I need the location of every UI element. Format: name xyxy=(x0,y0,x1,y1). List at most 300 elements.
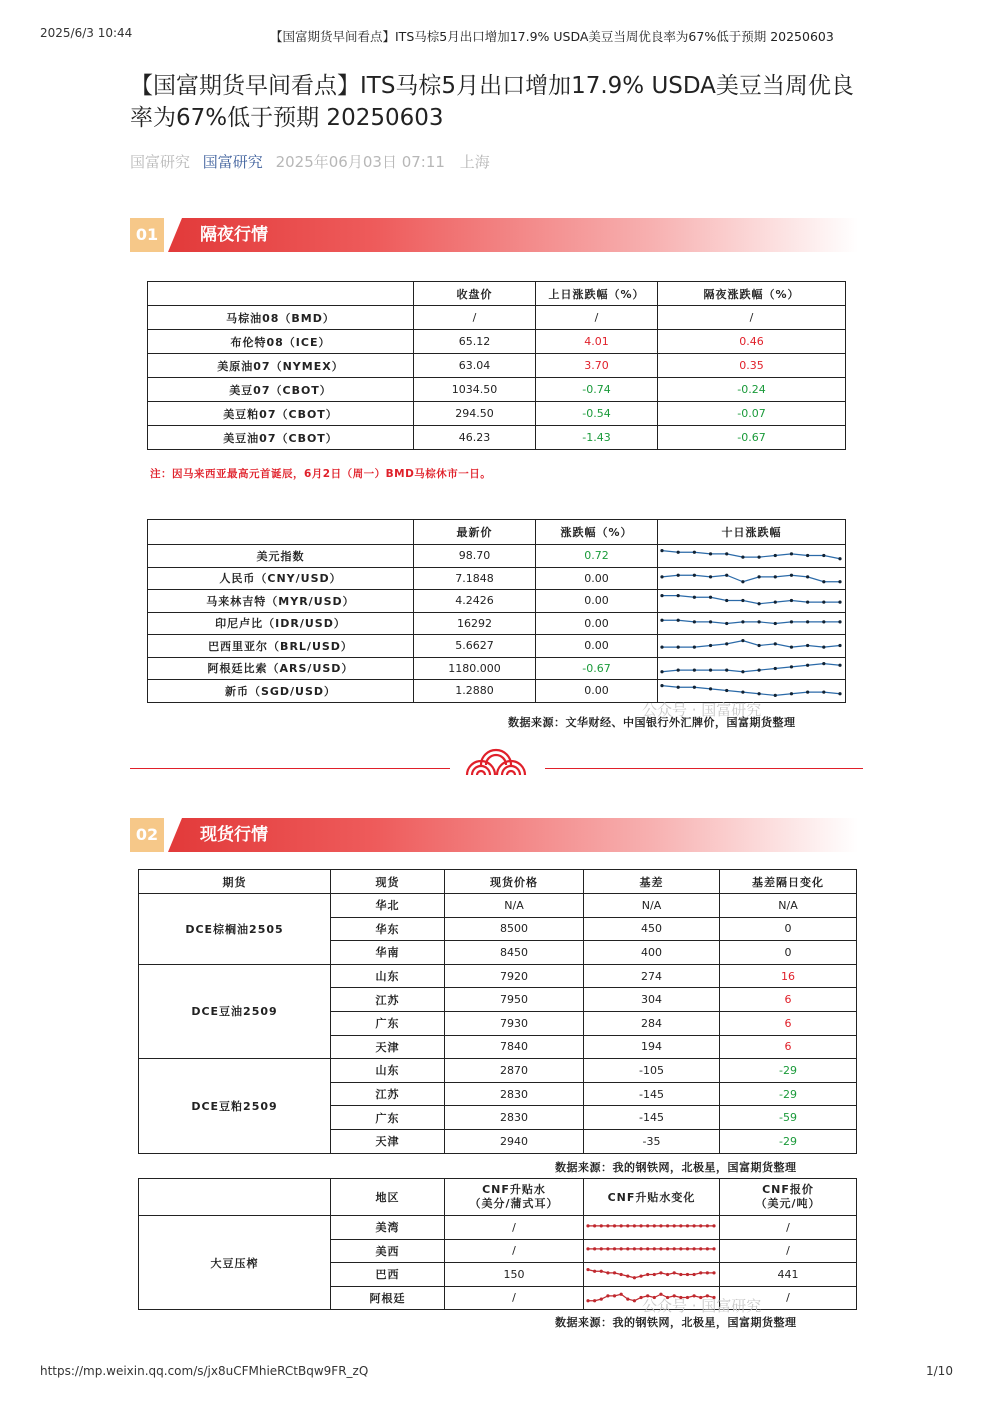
table-cell: 8500 xyxy=(445,917,584,941)
sparkline-point xyxy=(639,1274,642,1277)
account-link[interactable]: 国富研究 xyxy=(202,153,263,171)
table-header-cell: CNF报价 （美元/吨） xyxy=(720,1179,857,1216)
table-cell: N/A xyxy=(720,894,857,918)
sparkline-point xyxy=(666,1273,669,1276)
table-cell: 7920 xyxy=(445,964,584,988)
sparkline-point xyxy=(774,694,777,697)
table-cell: 150 xyxy=(445,1263,584,1287)
sparkline-point xyxy=(774,554,777,557)
table-cell: / xyxy=(720,1216,857,1240)
table-cell: -0.24 xyxy=(658,378,846,402)
cloud-ornament-icon xyxy=(463,745,529,777)
row-label: 美原油07（NYMEX） xyxy=(148,354,414,378)
row-label: 阿根廷比索（ARS/USD） xyxy=(148,657,414,680)
sparkline-point xyxy=(741,580,744,583)
futures-contract-label: DCE豆粕2509 xyxy=(139,1059,331,1153)
sparkline-point xyxy=(666,1248,669,1251)
sparkline-point xyxy=(774,601,777,604)
spot-region: 广东 xyxy=(331,1106,445,1130)
table-cell: 0 xyxy=(720,941,857,965)
sparkline-point xyxy=(586,1299,589,1302)
sparkline-point xyxy=(709,620,712,623)
table-cell: 1034.50 xyxy=(414,378,536,402)
table-row xyxy=(148,426,846,450)
sparkline-line xyxy=(662,575,840,582)
sparkline-point xyxy=(806,663,809,666)
sparkline-point xyxy=(699,1224,702,1227)
region-label: 美西 xyxy=(331,1239,445,1263)
sparkline-point xyxy=(660,549,663,552)
sparkline-chart xyxy=(658,635,844,656)
table-row xyxy=(148,330,846,354)
table-row xyxy=(148,354,846,378)
sparkline-point xyxy=(646,1273,649,1276)
row-label: 人民币（CNY/USD） xyxy=(148,567,414,590)
sparkline-cell xyxy=(658,657,846,680)
table-cell: 284 xyxy=(584,1011,720,1035)
row-label: 美豆07（CBOT） xyxy=(148,378,414,402)
watermark: 公众号 · 国富研究 xyxy=(642,701,762,719)
table-cell: 6 xyxy=(720,1035,857,1059)
table-header-cell: 最新价 xyxy=(414,520,536,545)
sparkline-point xyxy=(586,1268,589,1271)
row-label: 马棕油08（BMD） xyxy=(148,306,414,330)
table-cell: 16 xyxy=(720,964,857,988)
sparkline-point xyxy=(838,620,841,623)
table-cell: 0.35 xyxy=(658,354,846,378)
table-cell: 46.23 xyxy=(414,426,536,450)
table-cell: 0.72 xyxy=(536,545,658,568)
sparkline-cell xyxy=(584,1263,720,1287)
sparkline-cell xyxy=(658,635,846,658)
row-label: 美豆油07（CBOT） xyxy=(148,426,414,450)
sparkline-point xyxy=(620,1248,623,1251)
table-header-cell: 基差 xyxy=(584,870,720,894)
sparkline-point xyxy=(741,639,744,642)
sparkline-point xyxy=(673,1224,676,1227)
sparkline-point xyxy=(822,620,825,623)
sparkline-point xyxy=(693,646,696,649)
sparkline-point xyxy=(626,1274,629,1277)
region-label: 巴西 xyxy=(331,1263,445,1287)
sparkline-point xyxy=(774,643,777,646)
table-row xyxy=(139,1216,857,1240)
sparkline-point xyxy=(757,602,760,605)
sparkline-point xyxy=(790,620,793,623)
sparkline-point xyxy=(693,573,696,576)
sparkline-point xyxy=(606,1295,609,1298)
watermark: 公众号 · 国富研究 xyxy=(642,1297,762,1315)
sparkline-point xyxy=(790,665,793,668)
table-cell: 16292 xyxy=(414,612,536,635)
sparkline-point xyxy=(757,575,760,578)
table-cell: / xyxy=(720,1286,857,1310)
spot-region: 山东 xyxy=(331,964,445,988)
sparkline-point xyxy=(757,692,760,695)
sparkline-point xyxy=(693,620,696,623)
sparkline-point xyxy=(693,551,696,554)
sparkline-point xyxy=(741,691,744,694)
sparkline-point xyxy=(660,670,663,673)
table-cell: 274 xyxy=(584,964,720,988)
sparkline-point xyxy=(633,1224,636,1227)
sparkline-point xyxy=(626,1298,629,1301)
data-source-note: 数据来源：我的钢铁网，北极星，国富期货整理 xyxy=(555,1161,797,1174)
table-row xyxy=(148,306,846,330)
sparkline-point xyxy=(712,1224,715,1227)
table-cell: 304 xyxy=(584,988,720,1012)
table-cell: / xyxy=(658,306,846,330)
row-label: 马来林吉特（MYR/USD） xyxy=(148,590,414,613)
table-cell: 2830 xyxy=(445,1106,584,1130)
sparkline-chart xyxy=(658,568,844,589)
table-cell: -59 xyxy=(720,1106,857,1130)
sparkline-point xyxy=(666,1224,669,1227)
table-cell: -35 xyxy=(584,1129,720,1153)
sparkline-point xyxy=(822,662,825,665)
table-cell: 450 xyxy=(584,917,720,941)
sparkline-point xyxy=(679,1224,682,1227)
sparkline-point xyxy=(806,691,809,694)
section-header-spot xyxy=(130,818,858,852)
sparkline-line xyxy=(662,663,840,671)
sparkline-point xyxy=(659,1248,662,1251)
divider-right xyxy=(545,768,863,769)
row-label: 美豆粕07（CBOT） xyxy=(148,402,414,426)
sparkline-point xyxy=(706,1248,709,1251)
spot-region: 广东 xyxy=(331,1011,445,1035)
spot-region: 江苏 xyxy=(331,1082,445,1106)
table-cell: -0.07 xyxy=(658,402,846,426)
sparkline-point xyxy=(606,1224,609,1227)
sparkline-point xyxy=(660,684,663,687)
sparkline-point xyxy=(774,667,777,670)
sparkline-point xyxy=(712,1248,715,1251)
page-url[interactable]: https://mp.weixin.qq.com/s/jx8uCFMhieRCtBqw9FR_zQ xyxy=(40,1364,369,1378)
table-cell: / xyxy=(445,1286,584,1310)
table-cell: 3.70 xyxy=(536,354,658,378)
sparkline-point xyxy=(606,1271,609,1274)
table-cell: 0.00 xyxy=(536,590,658,613)
sparkline-point xyxy=(653,1273,656,1276)
table-cell: -0.74 xyxy=(536,378,658,402)
table-row xyxy=(148,635,846,658)
sparkline-point xyxy=(646,1248,649,1251)
table-cell: -0.67 xyxy=(658,426,846,450)
table-row xyxy=(148,567,846,590)
table-cell: 4.2426 xyxy=(414,590,536,613)
sparkline-point xyxy=(822,580,825,583)
section-label: 现货行情 xyxy=(200,825,268,845)
sparkline-point xyxy=(741,620,744,623)
section-banner xyxy=(168,818,858,852)
sparkline-point xyxy=(838,644,841,647)
table-cell: 7840 xyxy=(445,1035,584,1059)
sparkline-point xyxy=(725,643,728,646)
sparkline-point xyxy=(653,1248,656,1251)
sparkline-point xyxy=(677,686,680,689)
sparkline-point xyxy=(709,688,712,691)
sparkline-point xyxy=(725,553,728,556)
spot-region: 华南 xyxy=(331,941,445,965)
sparkline-chart xyxy=(658,545,844,566)
spot-region: 山东 xyxy=(331,1059,445,1083)
sparkline-point xyxy=(709,668,712,671)
sparkline-point xyxy=(790,573,793,576)
table-header-cell: 现货 xyxy=(331,870,445,894)
table-cell: 1.2880 xyxy=(414,680,536,703)
table-cell: 441 xyxy=(720,1263,857,1287)
sparkline-point xyxy=(626,1224,629,1227)
section-number: 01 xyxy=(130,218,164,252)
sparkline-point xyxy=(838,557,841,560)
sparkline-point xyxy=(620,1273,623,1276)
sparkline-point xyxy=(677,668,680,671)
data-source-note: 数据来源：文华财经、中国银行外汇牌价，国富期货整理 xyxy=(508,716,796,729)
sparkline-point xyxy=(774,575,777,578)
sparkline-point xyxy=(822,646,825,649)
table-cell: -29 xyxy=(720,1059,857,1083)
table-row xyxy=(148,378,846,402)
sparkline-point xyxy=(693,686,696,689)
sparkline-point xyxy=(686,1224,689,1227)
sparkline-point xyxy=(620,1224,623,1227)
sparkline-point xyxy=(693,1273,696,1276)
table-header-cell: 基差隔日变化 xyxy=(720,870,857,894)
sparkline-point xyxy=(709,575,712,578)
sparkline-point xyxy=(613,1271,616,1274)
sparkline-line xyxy=(662,551,840,559)
sparkline-cell xyxy=(658,612,846,635)
sparkline-point xyxy=(600,1298,603,1301)
table-header-cell xyxy=(148,520,414,545)
sparkline-line xyxy=(662,641,840,648)
table-cell: 8450 xyxy=(445,941,584,965)
sparkline-chart xyxy=(584,1264,718,1285)
article-date: 2025年06月03日 07:11 xyxy=(275,153,445,171)
sparkline-point xyxy=(693,668,696,671)
table-header-cell: CNF升贴水变化 xyxy=(584,1179,720,1216)
section-banner xyxy=(168,218,858,252)
table-row xyxy=(139,1059,857,1083)
fx-rates-table xyxy=(147,519,846,703)
sparkline-point xyxy=(686,1248,689,1251)
sparkline-point xyxy=(620,1293,623,1296)
sparkline-point xyxy=(659,1271,662,1274)
spot-region: 江苏 xyxy=(331,988,445,1012)
sparkline-point xyxy=(774,622,777,625)
sparkline-point xyxy=(790,692,793,695)
table-cell: 7950 xyxy=(445,988,584,1012)
sparkline-point xyxy=(659,1224,662,1227)
sparkline-cell xyxy=(658,545,846,568)
sparkline-chart xyxy=(584,1217,718,1238)
sparkline-point xyxy=(693,1224,696,1227)
market-note: 注：因马来西亚最高元首诞辰，6月2日（周一）BMD马棕休市一日。 xyxy=(150,468,492,480)
table-cell: 294.50 xyxy=(414,402,536,426)
sparkline-line xyxy=(662,596,840,604)
table-header-cell: 地区 xyxy=(331,1179,445,1216)
sparkline-point xyxy=(593,1224,596,1227)
sparkline-point xyxy=(613,1295,616,1298)
sparkline-point xyxy=(709,553,712,556)
group-label: 大豆压榨 xyxy=(139,1216,331,1310)
spot-region: 华北 xyxy=(331,894,445,918)
table-cell: 2870 xyxy=(445,1059,584,1083)
table-row xyxy=(139,894,857,918)
sparkline-point xyxy=(679,1248,682,1251)
article-source: 国富研究 xyxy=(130,153,191,171)
table-header-cell: 十日涨跌幅 xyxy=(658,520,846,545)
table-cell: N/A xyxy=(445,894,584,918)
table-cell: 7930 xyxy=(445,1011,584,1035)
table-row xyxy=(148,590,846,613)
spot-region: 华东 xyxy=(331,917,445,941)
table-cell: 2940 xyxy=(445,1129,584,1153)
sparkline-chart xyxy=(658,658,844,679)
sparkline-point xyxy=(725,689,728,692)
sparkline-point xyxy=(677,573,680,576)
region-label: 阿根廷 xyxy=(331,1286,445,1310)
table-cell: 2830 xyxy=(445,1082,584,1106)
table-header-cell: 隔夜涨跌幅（%） xyxy=(658,282,846,306)
table-cell: -0.67 xyxy=(536,657,658,680)
sparkline-point xyxy=(706,1271,709,1274)
sparkline-point xyxy=(653,1224,656,1227)
table-cell: -29 xyxy=(720,1129,857,1153)
sparkline-line xyxy=(662,620,840,623)
article-location: 上海 xyxy=(459,153,490,171)
spot-market-table xyxy=(138,869,857,1154)
sparkline-point xyxy=(660,594,663,597)
sparkline-point xyxy=(586,1224,589,1227)
table-cell: 0.00 xyxy=(536,680,658,703)
table-cell: 98.70 xyxy=(414,545,536,568)
sparkline-point xyxy=(673,1248,676,1251)
table-header-cell: 涨跌幅（%） xyxy=(536,520,658,545)
table-cell: / xyxy=(445,1239,584,1263)
sparkline-chart xyxy=(658,590,844,611)
sparkline-point xyxy=(613,1248,616,1251)
sparkline-point xyxy=(838,692,841,695)
sparkline-point xyxy=(725,573,728,576)
page-number: 1/10 xyxy=(926,1364,953,1378)
sparkline-point xyxy=(741,670,744,673)
divider-left xyxy=(130,768,450,769)
sparkline-point xyxy=(757,644,760,647)
sparkline-point xyxy=(757,556,760,559)
table-header-cell: 期货 xyxy=(139,870,331,894)
table-cell: 7.1848 xyxy=(414,567,536,590)
sparkline-point xyxy=(790,646,793,649)
table-row xyxy=(148,545,846,568)
sparkline-point xyxy=(639,1224,642,1227)
table-cell: -0.54 xyxy=(536,402,658,426)
sparkline-point xyxy=(706,1224,709,1227)
table-cell: 65.12 xyxy=(414,330,536,354)
sparkline-point xyxy=(712,1271,715,1274)
table-cell: 1180.000 xyxy=(414,657,536,680)
sparkline-point xyxy=(709,644,712,647)
row-label: 新币（SGD/USD） xyxy=(148,680,414,703)
futures-contract-label: DCE棕榈油2505 xyxy=(139,894,331,965)
sparkline-point xyxy=(660,575,663,578)
region-label: 美湾 xyxy=(331,1216,445,1240)
sparkline-point xyxy=(725,599,728,602)
sparkline-point xyxy=(806,644,809,647)
table-cell: 400 xyxy=(584,941,720,965)
table-cell: N/A xyxy=(584,894,720,918)
table-row xyxy=(139,964,857,988)
sparkline-point xyxy=(806,601,809,604)
table-header-cell xyxy=(148,282,414,306)
sparkline-point xyxy=(838,663,841,666)
table-cell: / xyxy=(414,306,536,330)
sparkline-point xyxy=(806,575,809,578)
sparkline-point xyxy=(626,1248,629,1251)
section-label: 隔夜行情 xyxy=(200,225,268,245)
sparkline-point xyxy=(593,1248,596,1251)
sparkline-point xyxy=(757,668,760,671)
sparkline-cell xyxy=(658,567,846,590)
table-cell: 0.00 xyxy=(536,635,658,658)
sparkline-point xyxy=(633,1248,636,1251)
sparkline-point xyxy=(679,1273,682,1276)
sparkline-point xyxy=(806,554,809,557)
sparkline-point xyxy=(790,553,793,556)
sparkline-chart xyxy=(584,1240,718,1261)
sparkline-point xyxy=(677,618,680,621)
sparkline-point xyxy=(838,601,841,604)
overnight-market-table xyxy=(147,281,846,450)
table-cell: 0 xyxy=(720,917,857,941)
sparkline-point xyxy=(633,1299,636,1302)
article-title: 【国富期货早间看点】ITS马棕5月出口增加17.9% USDA美豆当周优良率为67%低于预期 20250603 xyxy=(130,73,854,131)
table-cell: -29 xyxy=(720,1082,857,1106)
sparkline-point xyxy=(600,1224,603,1227)
table-cell: -1.43 xyxy=(536,426,658,450)
sparkline-point xyxy=(709,596,712,599)
futures-contract-label: DCE豆油2509 xyxy=(139,964,331,1058)
row-label: 印尼卢比（IDR/USD） xyxy=(148,612,414,635)
sparkline-point xyxy=(822,691,825,694)
sparkline-point xyxy=(600,1269,603,1272)
sparkline-point xyxy=(586,1248,589,1251)
table-cell: -145 xyxy=(584,1082,720,1106)
row-label: 美元指数 xyxy=(148,545,414,568)
table-cell: 6 xyxy=(720,1011,857,1035)
sparkline-point xyxy=(639,1248,642,1251)
table-cell: -105 xyxy=(584,1059,720,1083)
sparkline-point xyxy=(699,1271,702,1274)
sparkline-point xyxy=(838,580,841,583)
sparkline-point xyxy=(741,599,744,602)
row-label: 布伦特08（ICE） xyxy=(148,330,414,354)
sparkline-point xyxy=(822,601,825,604)
sparkline-point xyxy=(660,618,663,621)
sparkline-point xyxy=(725,668,728,671)
table-cell: 4.01 xyxy=(536,330,658,354)
sparkline-point xyxy=(633,1276,636,1279)
table-cell: / xyxy=(720,1239,857,1263)
table-header-cell: 上日涨跌幅（%） xyxy=(536,282,658,306)
sparkline-chart xyxy=(658,613,844,634)
sparkline-point xyxy=(693,596,696,599)
sparkline-point xyxy=(790,599,793,602)
sparkline-line xyxy=(662,686,840,696)
section-header-overnight xyxy=(130,218,858,252)
sparkline-cell xyxy=(658,590,846,613)
